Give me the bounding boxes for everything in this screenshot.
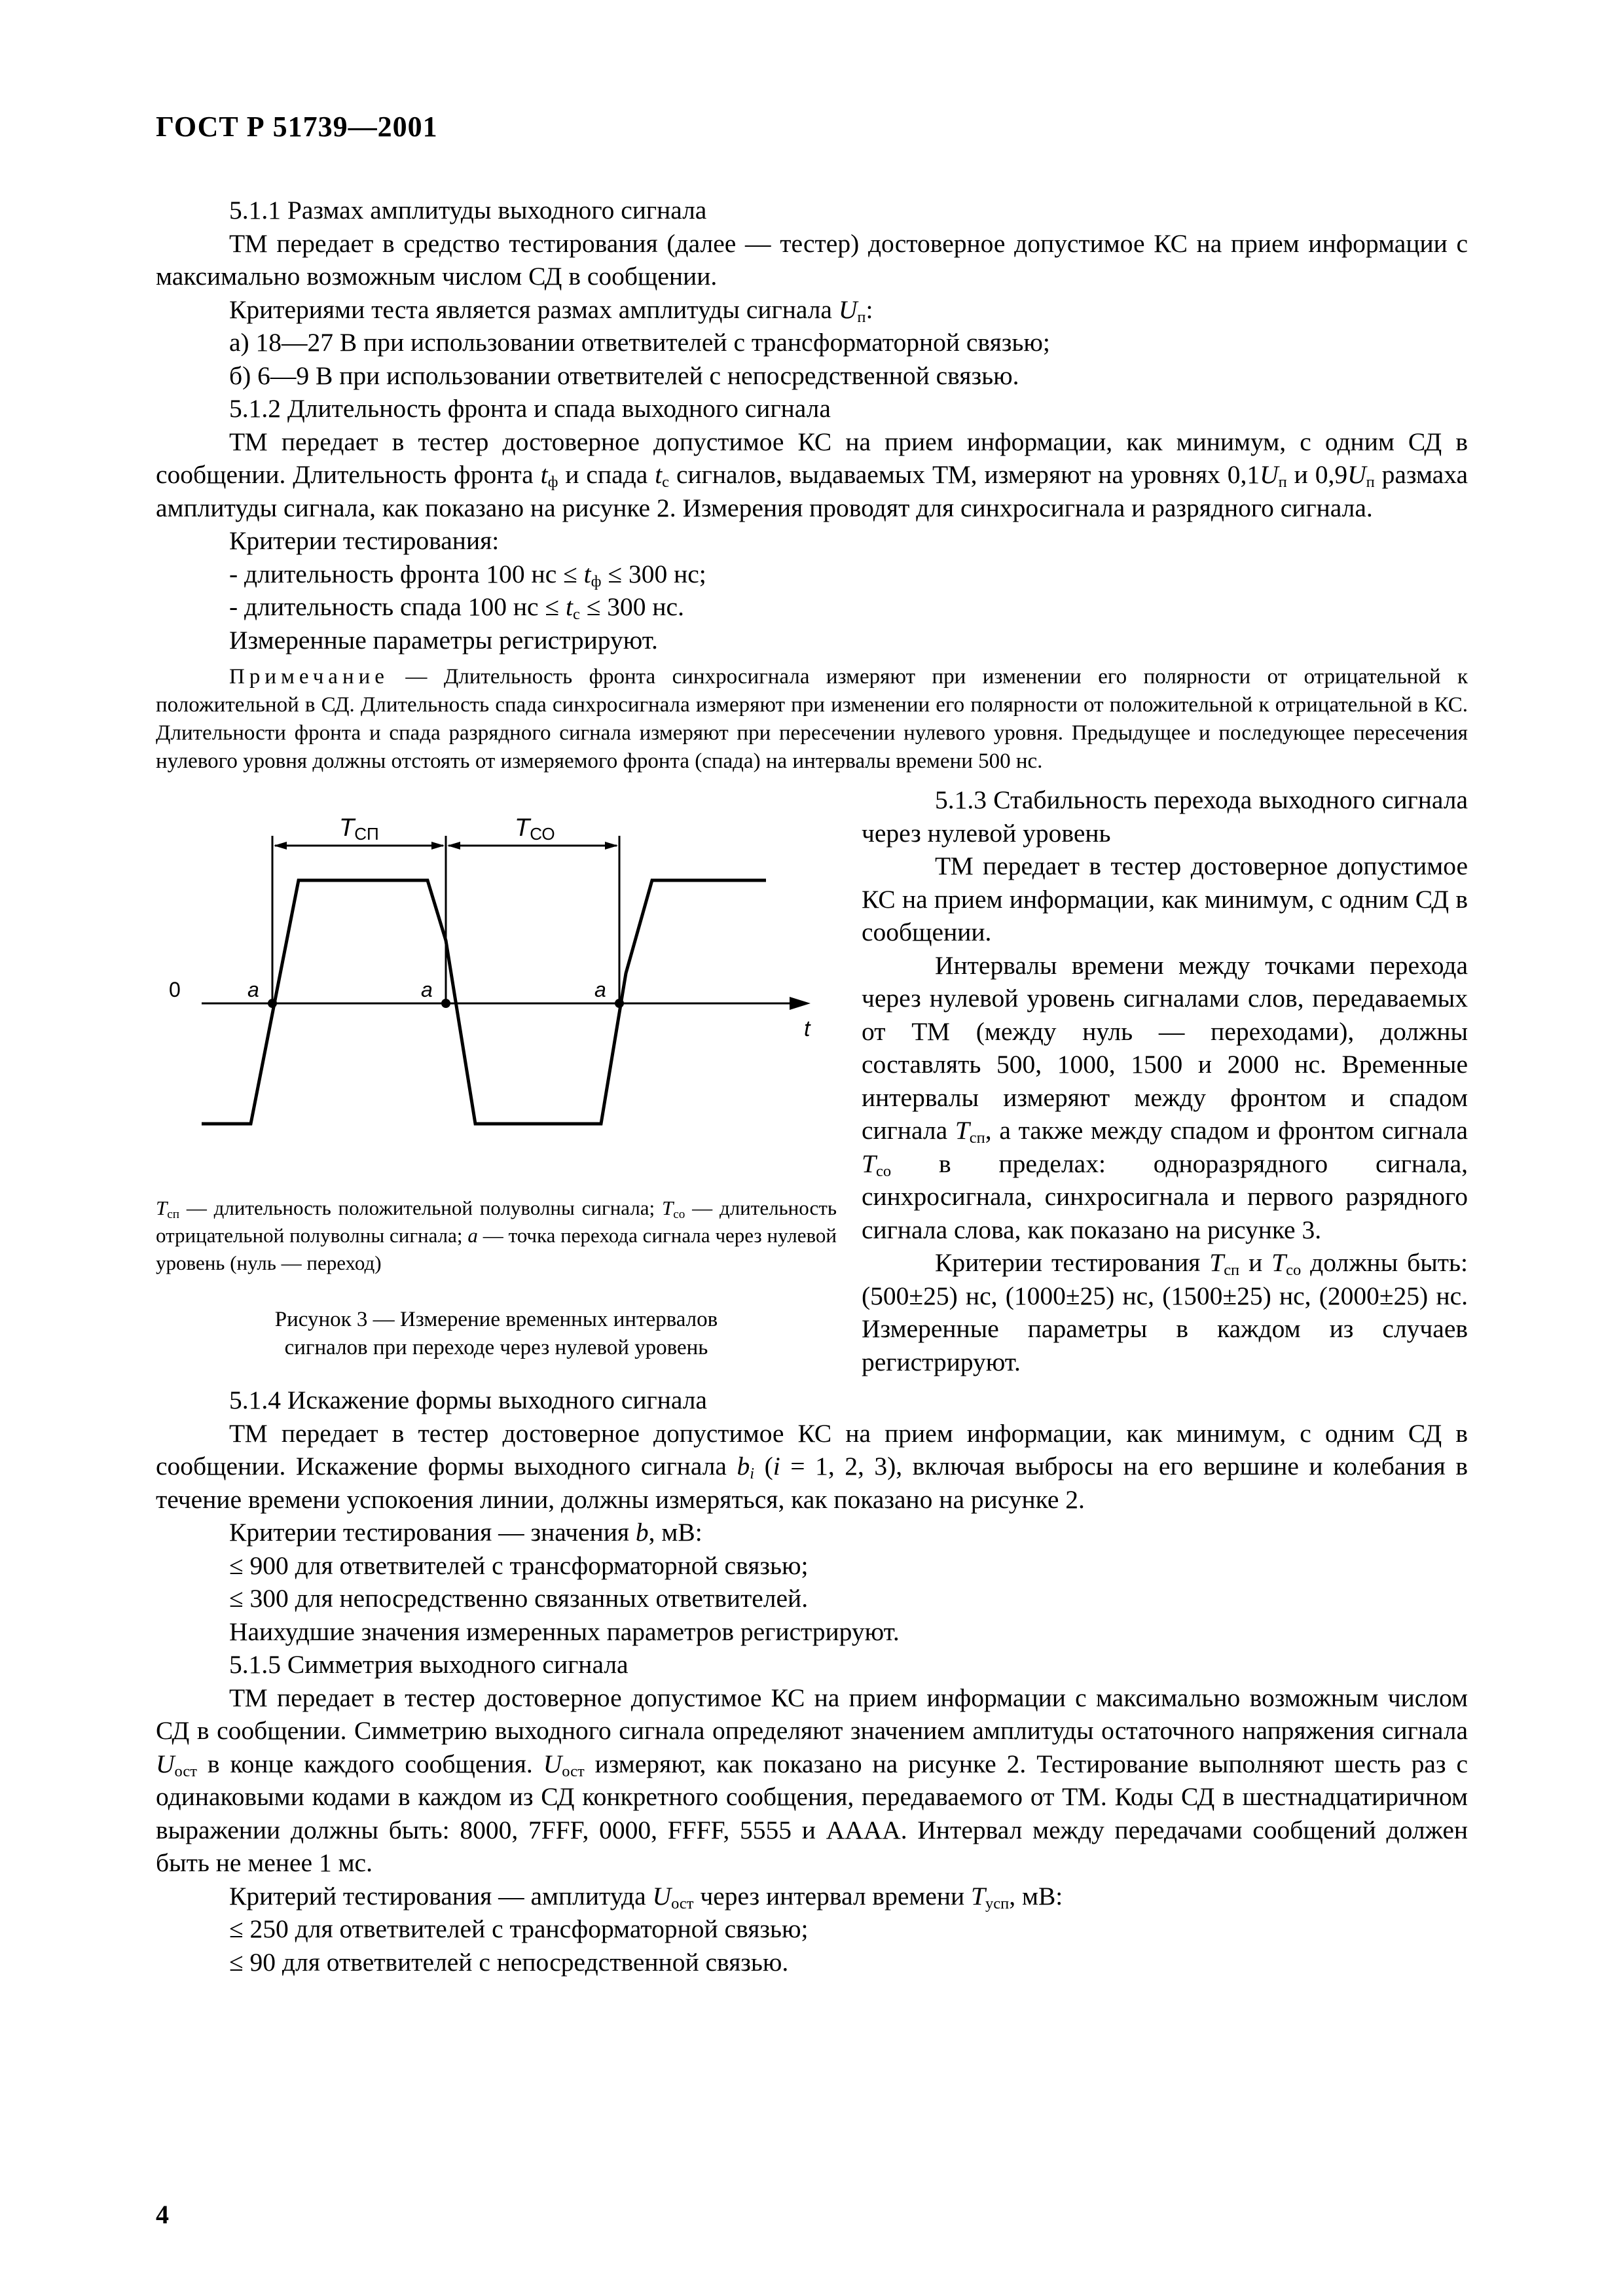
criteria-line: Критерий тестирования — амплитуда $U_{ост}$ через интервал времени $T_{усп}$, мВ:	[229, 1881, 1063, 1912]
paragraph: ТМ передает в тестер достоверное допустимое КС на прием информации с максимально возможным числом СД в сообщении. Симметрию выходного сигнала определяют значением амплитуды остаточного напряжения сигнала $U_{ост}$ в конце каждого сообщения. $U_{ост}$ измеряют, как показано на рисунке 2. Тестирование выполняют шесть раз с одинаковыми кодами в каждом из СД конкретного сообщения, передаваемого от ТМ. Коды СД в шестнадцатиричном выражении должны быть: 8000, 7FFF, 0000, FFFF, 5555 и AAAA. Интервал между передачами сообщений должен быть не менее 1 мс.	[156, 1683, 1468, 1877]
list-item: - длительность фронта 100 нс ≤ $t_ф \le 300$ нс;	[229, 559, 706, 590]
list-item: б) 6—9 В при использовании ответвителей с непосредственной связью.	[229, 361, 1019, 390]
paragraph: Интервалы времени между точками перехода через нулевой уровень сигналами слов, передаваемых от ТМ (между нуль — переходами), должны составлять 500, 1000, 1500 и 2000 нс. Временные интервалы измеряют между фронтом и спадом сигнала $T_{сп}$, а также между спадом и фронтом сигнала $T_{со}$ в пределах: одноразрядного сигнала, синхросигнала, синхросигнала и первого разрядного сигнала слова, как показано на рисунке 3.	[862, 950, 1468, 1244]
zero-crossing-point	[268, 999, 277, 1008]
list-item: ≤ 90 для ответвителей с непосредственной связью.	[229, 1947, 789, 1977]
arrow	[431, 842, 445, 850]
zero-crossing-point	[615, 999, 624, 1008]
paragraph: ТМ передает в тестер достоверное допустимое КС на прием информации, как минимум, с одним СД в сообщении. Искажение формы выходного сигнала $b_i$ (i = 1, 2, 3), включая выбросы на его вершине и колебания в течение времени успокоения линии, должны измеряться, как показано на рисунке 2.	[156, 1418, 1468, 1514]
paragraph: Критерии тестирования $T_{сп}$ и $T_{со}$ должны быть: (500±25) нс, (1000±25) нс, (1500±25) нс, (2000±25) нс. Измеренные параметры в каждом из случаев регистрируют.	[862, 1248, 1468, 1376]
section-5-1-2-title: 5.1.2 Длительность фронта и спада выходного сигнала	[229, 394, 831, 423]
figure-legend: $T_{сп}$ — длительность положительной полуволны сигнала; $T_{со}$ — длительность отрицательной полуволны сигнала; a — точка перехода сигнала через нулевой уровень (нуль — переход)	[156, 1196, 837, 1274]
criteria-line: Критерии тестирования — значения b, мВ:	[229, 1518, 702, 1547]
paragraph: Наихудшие значения измеренных параметров регистрируют.	[229, 1617, 900, 1646]
paragraph: Измеренные параметры регистрируют.	[229, 625, 658, 655]
page-number: 4	[156, 2200, 169, 2229]
figure-caption: Рисунок 3 — Измерение временных интервалов сигналов при переходе через нулевой уровень	[274, 1308, 718, 1359]
section-5-1-3-title: 5.1.3 Стабильность перехода выходного сигнала через нулевой уровень	[862, 785, 1468, 848]
section-5-1-5-title: 5.1.5 Симметрия выходного сигнала	[229, 1650, 629, 1679]
document-code: ГОСТ Р 51739—2001	[156, 111, 438, 143]
label-a: a	[421, 978, 433, 1001]
page-content	[156, 194, 1468, 1979]
figure-3	[156, 783, 837, 1378]
arrow	[447, 842, 460, 850]
paragraph: ТМ передает в тестер достоверное допустимое КС на прием информации, как минимум, с одним СД в сообщении. Длительность фронта $t_ф$ и спада $t_с$ сигналов, выдаваемых ТМ, измеряют на уровнях $0,1U_п$ и $0,9U_п$ размаха амплитуды сигнала, как показано на рисунке 2. Измерения проводят для синхросигнала и разрядного сигнала.	[156, 427, 1468, 522]
label-t: t	[804, 1016, 811, 1041]
paragraph: ТМ передает в тестер достоверное допустимое КС на прием информации, как минимум, с одним СД в сообщении.	[862, 852, 1468, 946]
list-item: ≤ 900 для ответвителей с трансформаторной связью;	[229, 1551, 809, 1580]
list-item: - длительность спада 100 нс ≤ $t_с \le 300$ нс.	[229, 592, 684, 624]
arrow	[605, 842, 618, 850]
section-5-1-3	[862, 783, 1468, 1378]
section-5-1-1-title: 5.1.1 Размах амплитуды выходного сигнала	[229, 196, 707, 224]
signal-waveform	[202, 880, 766, 1124]
label-a: a	[594, 978, 606, 1001]
zero-crossing-point	[441, 999, 450, 1008]
list-item: ≤ 300 для непосредственно связанных ответвителей.	[229, 1584, 809, 1613]
figure-and-text-row	[156, 783, 1468, 1378]
section-5-1-4-title: 5.1.4 Искажение формы выходного сигнала	[229, 1386, 707, 1414]
label-tso: TСО	[515, 814, 555, 844]
label-tsp: TСП	[339, 814, 379, 844]
criteria-line: Критериями теста является размах амплитуды сигнала $U_п$:	[229, 295, 873, 326]
label-zero: 0	[169, 978, 181, 1001]
zero-crossing-diagram	[156, 810, 837, 1189]
list-item: ≤ 250 для ответвителей с трансформаторной связью;	[229, 1914, 809, 1943]
label-a: a	[247, 978, 259, 1001]
list-item: а) 18—27 В при использовании ответвителей с трансформаторной связью;	[229, 328, 1050, 357]
axis-arrow	[790, 997, 811, 1010]
paragraph: ТМ передает в средство тестирования (далее — тестер) достоверное допустимое КС на прием информации с максимально возможным числом СД в сообщении.	[156, 228, 1468, 291]
criteria-title: Критерии тестирования:	[229, 526, 500, 555]
arrow	[274, 842, 287, 850]
note: Примечание — Длительность фронта синхросигнала измеряют при изменении его полярности от отрицательной к положительной в СД. Длительность спада синхросигнала измеряют при изменении его полярности от положительной к отрицательной в КС. Длительности фронта и спада разрядного сигнала измеряют при пересечении нулевого уровня. Предыдущее и последующее пересечения нулевого уровня должны отстоять от измеряемого фронта (спада) на интервалы времени 500 нс.	[156, 665, 1468, 773]
